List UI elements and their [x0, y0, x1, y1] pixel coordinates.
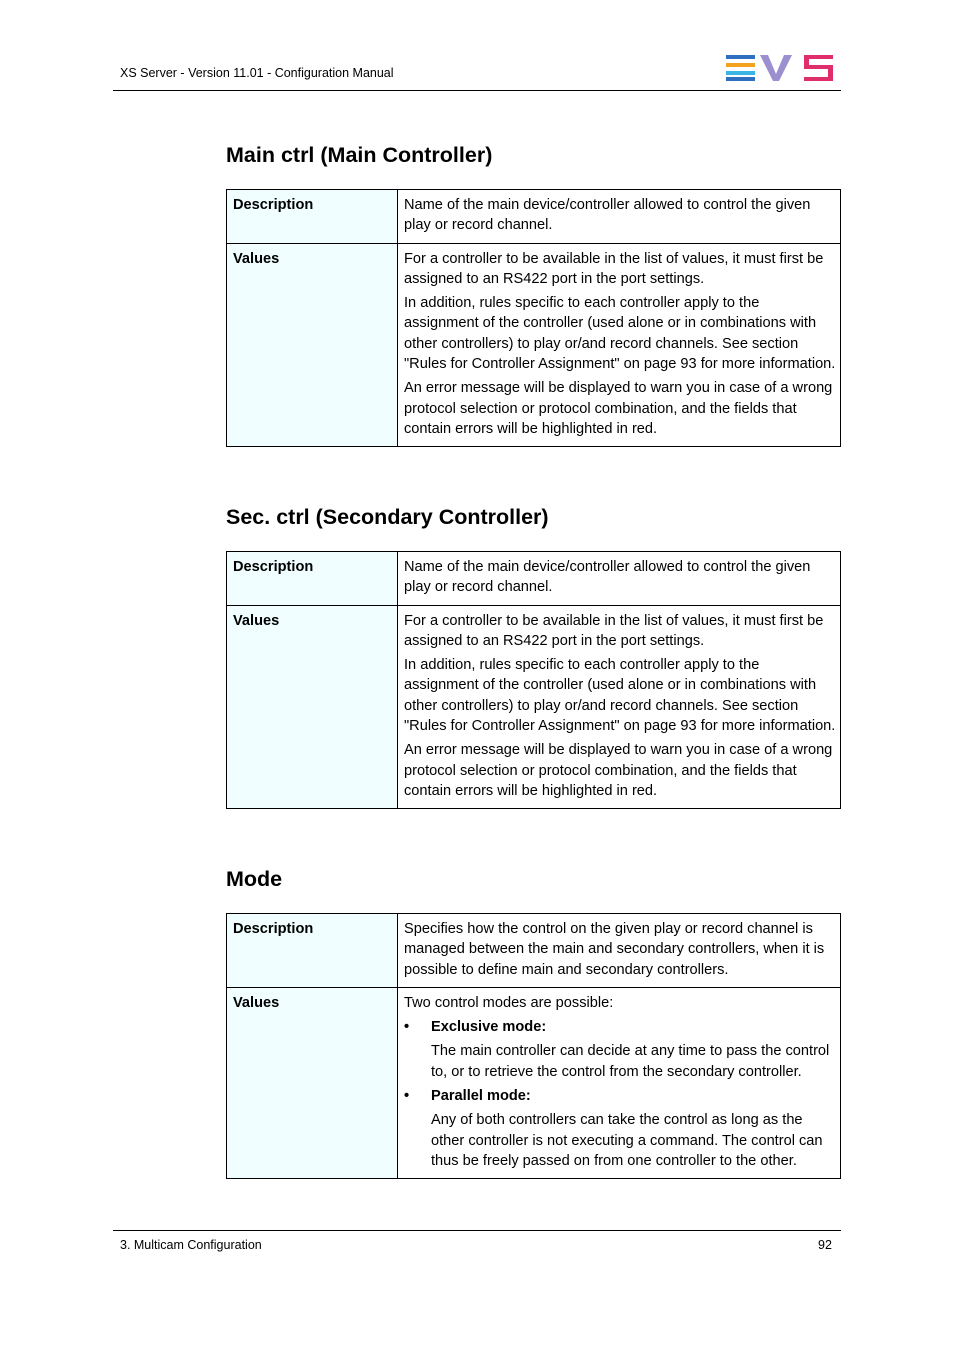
table-row [227, 914, 841, 988]
footer-divider [113, 1230, 841, 1231]
table-row [227, 605, 841, 809]
description-value: Name of the main device/controller allowed to control the given play or record channel. [398, 552, 841, 606]
values-paragraph: In addition, rules specific to each controller apply to the assignment of the controller (used alone or in combinations with other controllers) to play or/and record channels. See section "Rules for Controller Assignment" on page 93 for more information. [404, 657, 836, 735]
description-value: Name of the main device/controller allowed to control the given play or record channel. [398, 190, 841, 244]
values-cell [398, 243, 841, 447]
values-label: Values [227, 605, 398, 809]
values-paragraph: For a controller to be available in the list of values, it must first be assigned to an RS422 port in the port settings. [404, 250, 824, 287]
section-title-sec-ctrl: Sec. ctrl (Secondary Controller) [226, 505, 549, 529]
mode-table [226, 913, 841, 1179]
mode-bullet [404, 1017, 836, 1037]
mode-text: The main controller can decide at any time to pass the control to, or to retrieve the control from the secondary controller. [431, 1043, 830, 1080]
values-label: Values [227, 243, 398, 447]
evs-logo [726, 54, 834, 82]
values-label: Values [227, 987, 398, 1178]
values-cell [398, 987, 841, 1178]
description-label: Description [227, 190, 398, 244]
footer-chapter: 3. Multicam Configuration [120, 1238, 262, 1252]
values-intro: Two control modes are possible: [404, 994, 614, 1011]
header-divider [113, 90, 841, 91]
main-ctrl-table [226, 189, 841, 447]
values-paragraph: An error message will be displayed to warn you in case of a wrong protocol selection or protocol combination, and the fields that contain errors will be highlighted in red. [404, 742, 833, 799]
values-paragraph: For a controller to be available in the list of values, it must first be assigned to an RS422 port in the port settings. [404, 612, 824, 649]
table-row [227, 243, 841, 447]
description-value: Specifies how the control on the given play or record channel is managed between the main and secondary controllers, when it is possible to define main and secondary controllers. [398, 914, 841, 988]
document-title: XS Server - Version 11.01 - Configuration Manual [120, 66, 394, 80]
bullet-icon: • [404, 1019, 410, 1036]
mode-name: Parallel mode: [431, 1088, 531, 1105]
page-number: 92 [818, 1238, 832, 1252]
description-label: Description [227, 914, 398, 988]
description-label: Description [227, 552, 398, 606]
table-row [227, 987, 841, 1178]
values-paragraph: An error message will be displayed to warn you in case of a wrong protocol selection or protocol combination, and the fields that contain errors will be highlighted in red. [404, 380, 833, 437]
table-row [227, 552, 841, 606]
mode-text: Any of both controllers can take the control as long as the other controller is not executing a command. The control can thus be freely passed on from one controller to the other. [431, 1112, 823, 1169]
bullet-icon: • [404, 1088, 410, 1105]
values-cell [398, 605, 841, 809]
table-row [227, 190, 841, 244]
section-title-main-ctrl: Main ctrl (Main Controller) [226, 143, 493, 167]
sec-ctrl-table [226, 551, 841, 809]
mode-name: Exclusive mode: [431, 1019, 547, 1036]
values-paragraph: In addition, rules specific to each controller apply to the assignment of the controller (used alone or in combinations with other controllers) to play or/and record channels. See section "Rules for Controller Assignment" on page 93 for more information. [404, 295, 836, 373]
section-title-mode: Mode [226, 867, 283, 891]
mode-bullet [404, 1086, 836, 1106]
